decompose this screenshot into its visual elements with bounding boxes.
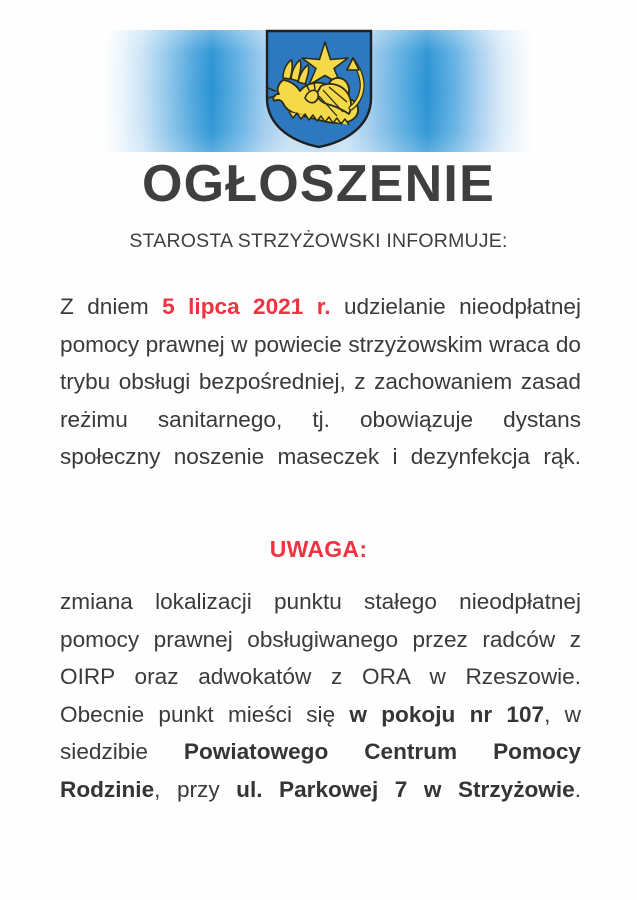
institution-name-emphasis: Powiatowego Centrum Pomocy Rodzinie [60, 739, 581, 802]
paragraph-two-segment-2: , w siedzibie [60, 701, 582, 764]
page-subtitle: STAROSTA STRZYŻOWSKI INFORMUJE: [129, 230, 508, 252]
paragraph-two-segment-3: , przy [154, 776, 237, 802]
street-address-emphasis: ul. Parkowej 7 w Strzyżowie [236, 776, 575, 802]
room-number-emphasis: w pokoju nr 107 [349, 701, 545, 727]
attention-heading: UWAGA: [269, 536, 368, 562]
paragraph-two-segment-1: zmiana lokalizacji punktu stałego nieodpłatnej pomocy prawnej obsługiwanego przez radców z OIRP oraz adwokatów z ORA w Rzeszowie. Obecnie punkt mieści się [60, 589, 581, 727]
paragraph-one [60, 288, 581, 513]
page-title: OGŁOSZENIE [142, 155, 495, 213]
paragraph-one-rest: udzielanie nieodpłatnej pomocy prawnej w powiecie strzyżowskim wraca do trybu obsługi bezpośredniej, z zachowaniem zasad reżimu sanitarnego, tj. obowiązuje dystans społeczny noszenie maseczek i dezynfekcja rąk. [60, 294, 581, 469]
paragraph-two [60, 583, 581, 846]
coat-of-arms [263, 28, 375, 150]
paragraph-two-segment-4: . [574, 776, 581, 802]
paragraph-one-lead: Z dniem [60, 294, 163, 319]
effective-date-highlight: 5 lipca 2021 r. [162, 294, 331, 319]
